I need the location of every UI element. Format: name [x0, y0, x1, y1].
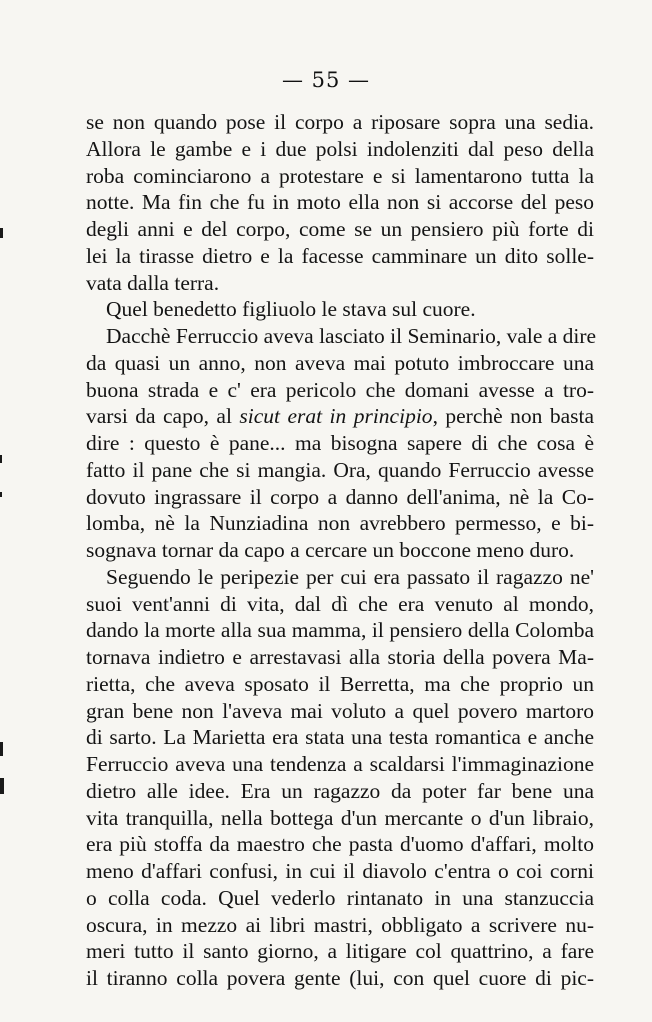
- text-fragment: varsi da capo, al: [86, 404, 240, 429]
- text-line: sognava tornar da capo a cercare un boccone meno duro.: [86, 538, 575, 562]
- text-line: rietta, che aveva sposato il Berretta, ma che proprio un: [86, 671, 594, 696]
- text-line: [86, 403, 594, 430]
- text-line: di sarto. La Marietta era stata una testa romantica e anche: [86, 725, 594, 750]
- text-line: dovuto ingrassare il corpo a danno dell'anima, nè la Co-: [86, 484, 594, 509]
- text-line: fatto il pane che si mangia. Ora, quando Ferruccio avesse: [86, 457, 594, 482]
- text-line: vata dalla terra.: [86, 270, 220, 295]
- text-line: dire : questo è pane... ma bisogna sapere di che cosa è: [86, 431, 594, 455]
- scan-edge-mark: [0, 742, 3, 756]
- text-line: dando la morte alla sua mamma, il pensiero della Colomba: [86, 618, 594, 643]
- text-line: da quasi un anno, non aveva mai potuto imbroccare una: [86, 350, 594, 375]
- text-line: tornava indietro e arrestavasi alla storia della povera Ma-: [86, 645, 594, 669]
- body-text: [86, 109, 597, 992]
- text-line: Allora le gambe e i due polsi indolenziti dal peso della: [86, 136, 594, 161]
- scan-edge-mark: [0, 778, 4, 794]
- text-fragment: , perchè non basta: [432, 404, 595, 429]
- text-line: il tiranno colla povera gente (lui, con quel cuore di pic-: [86, 966, 594, 990]
- text-line: oscura, in mezzo ai libri mastri, obbligato a scrivere nu-: [86, 912, 594, 937]
- text-line: dietro alle idee. Era un ragazzo da poter far bene una: [86, 778, 594, 803]
- text-line: meri tutto il santo giorno, a litigare col quattrino, a fare: [86, 939, 594, 964]
- text-line: Seguendo le peripezie per cui era passato il ragazzo ne': [106, 564, 594, 589]
- text-line: buona strada e c' era pericolo che domani avesse a tro-: [86, 377, 594, 402]
- text-line: se non quando pose il corpo a riposare sopra una sedia.: [86, 110, 594, 134]
- text-line: suoi vent'anni di vita, dal dì che era venuto al mondo,: [86, 591, 594, 616]
- text-line: degli anni e del corpo, come se un pensiero più forte di: [86, 217, 594, 241]
- text-line: o colla coda. Quel vederlo rintanato in una stanzuccia: [86, 885, 594, 910]
- text-line: vita tranquilla, nella bottega d'un mercante o d'un libraio,: [86, 805, 594, 830]
- text-line: lei la tirasse dietro e la facesse camminare un dito solle-: [86, 243, 594, 268]
- scan-edge-mark: [0, 455, 2, 463]
- text-line: Dacchè Ferruccio aveva lasciato il Seminario, vale a dire: [106, 324, 597, 348]
- text-line: Ferruccio aveva una tendenza a scaldarsi l'immaginazione: [86, 752, 594, 776]
- latin-phrase: sicut erat in principio: [239, 404, 433, 429]
- page-number: — 55 —: [281, 68, 371, 92]
- text-line: Quel benedetto figliuolo le stava sul cuore.: [106, 297, 476, 322]
- text-line: notte. Ma fin che fu in moto ella non si accorse del peso: [86, 190, 594, 215]
- scan-edge-mark: [0, 228, 3, 238]
- text-line: gran bene non l'aveva mai voluto a quel povero martoro: [86, 698, 594, 723]
- text-line: roba cominciarono a protestare e si lamentarono tutta la: [86, 163, 594, 188]
- text-line: meno d'affari confusi, in cui il diavolo c'entra o coi corni: [86, 859, 594, 883]
- scan-edge-mark: [0, 492, 2, 497]
- text-line: era più stoffa da maestro che pasta d'uomo d'affari, molto: [86, 832, 594, 857]
- text-line: lomba, nè la Nunziadina non avrebbero permesso, e bi-: [86, 511, 594, 536]
